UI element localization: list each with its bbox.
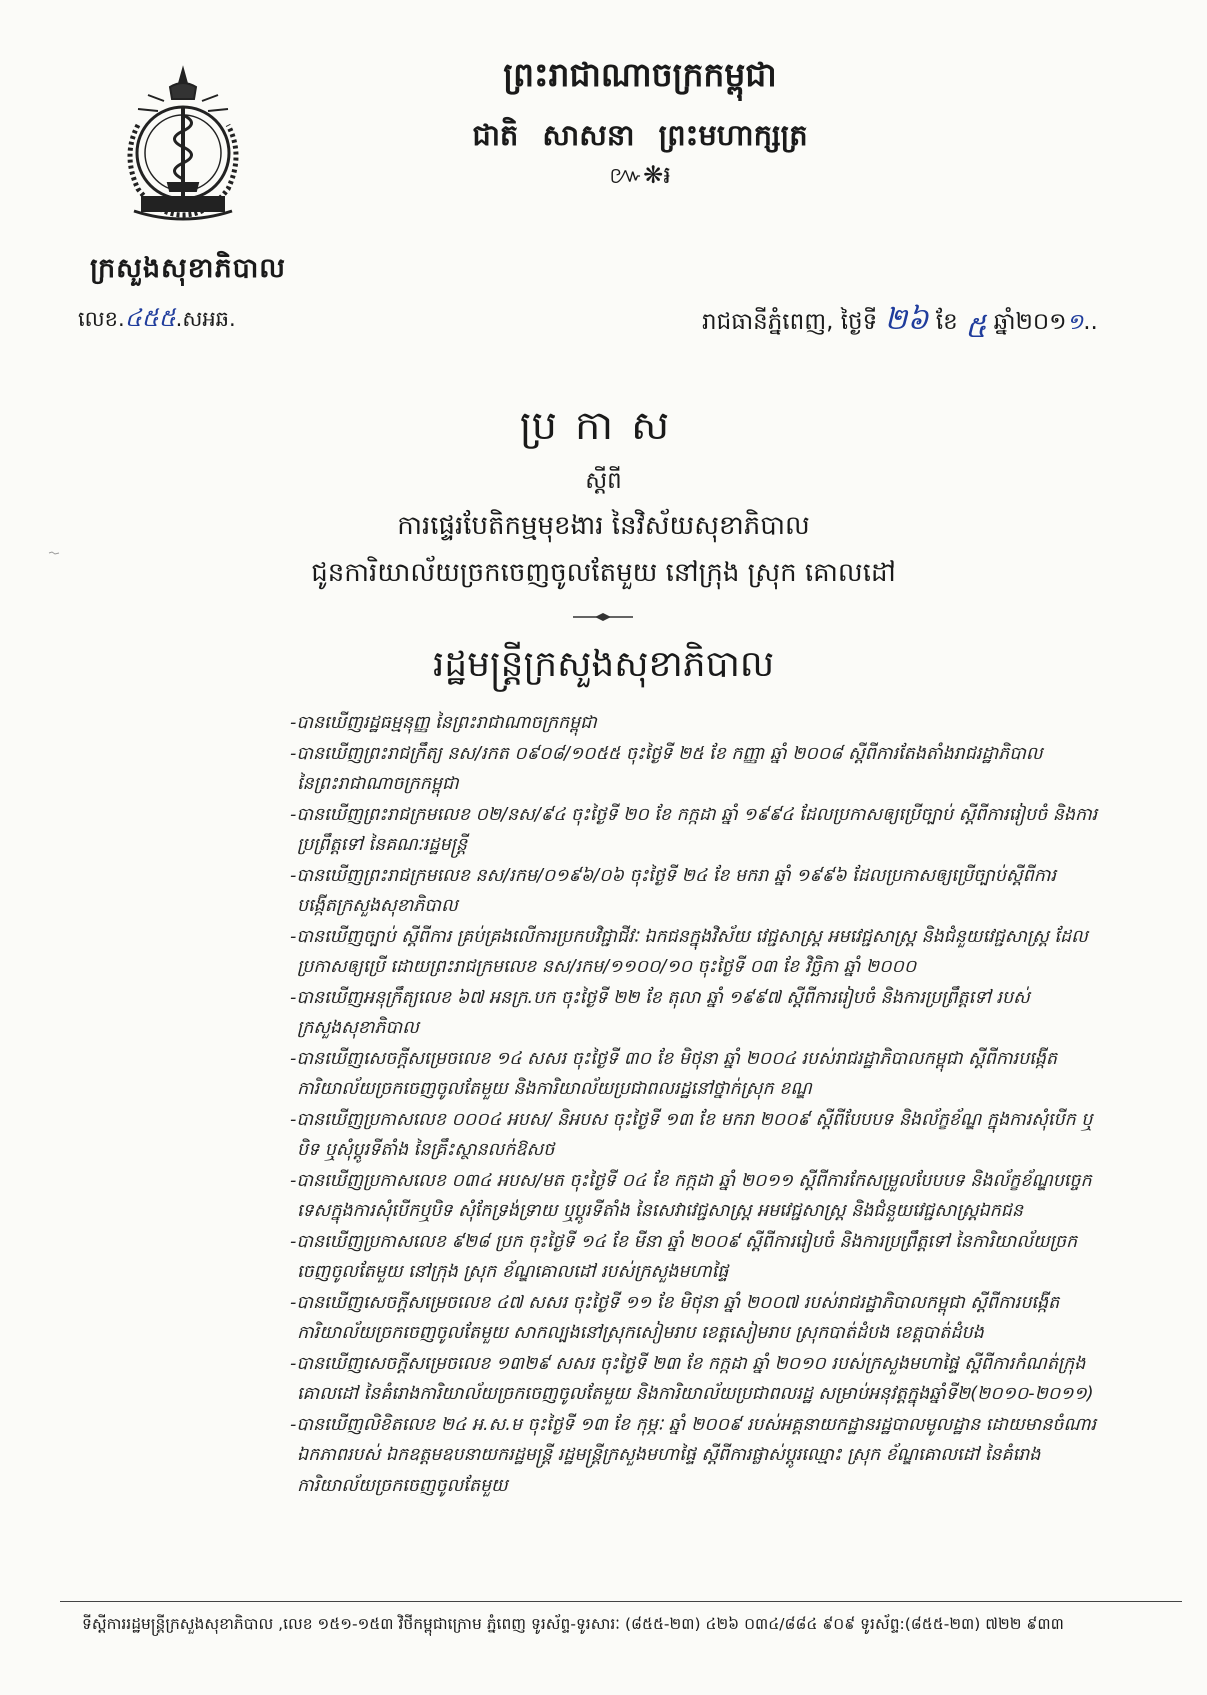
clause-item: [290, 800, 1190, 861]
clause-continuation: ប្រកាសឲ្យប្រើ ដោយព្រះរាជក្រមលេខ នស/រកម/១១០០/១០ ចុះថ្ងៃទី ០៣ ខែ វិច្ឆិកា ឆ្នាំ ២០០០: [297, 957, 917, 977]
clause-text: -បានឃើញព្រះរាជក្រមលេខ នស/រកម/០១៩៦/០៦ ចុះថ្ងៃទី ២៤ ខែ មករា ឆ្នាំ ១៩៩៦ ដែលប្រកាសឲ្យប្រើច្បាប់ស្តីពីការ: [290, 865, 1057, 886]
clause-text: -បានឃើញសេចក្តីសម្រេចលេខ ១៣២៩ សសរ ចុះថ្ងៃទី ២៣ ខែ កក្កដា ឆ្នាំ ២០១០ របស់ក្រសួងមហាផ្ទៃ ស្តីពីការកំណត់ក្រុង: [290, 1353, 1086, 1374]
clause-text: -បានឃើញរដ្ឋធម្មនុញ្ញ នៃព្រះរាជាណាចក្រកម្ពុជា: [290, 713, 597, 733]
clause-continuation: ការិយាល័យច្រកចេញចូលតែមួយ សាកល្បងនៅស្រុកសៀមរាប ខេត្តសៀមរាប ស្រុកបាត់ដំបង ខេត្តបាត់ដំបង: [297, 1323, 984, 1343]
clause-continuation: ការិយាល័យច្រកចេញចូលតែមួយ: [297, 1475, 508, 1496]
clause-item: [290, 1044, 1190, 1105]
national-motto: ជាតិ សាសនា ព្រះមហាក្សត្រ: [472, 118, 808, 152]
clause-item: [290, 1105, 1190, 1166]
document-type-title: ប្រកាស: [519, 403, 688, 449]
clause-text: -បានឃើញព្រះរាជក្រមលេខ ០២/នស/៩៤ ចុះថ្ងៃទី ២០ ខែ កក្កដា ឆ្នាំ ១៩៩៤ ដែលប្រកាសឲ្យប្រើច្បាប់ ស្តីពីការរៀបចំ និងការ: [290, 804, 1098, 825]
clause-text: -បានឃើញប្រកាសលេខ ០៣៤ អបស/មត ចុះថ្ងៃទី ០៤ ខែ កក្កដា ឆ្នាំ ២០១១ ស្តីពីការកែសម្រួលបែបបទ និងល័ក្ខខ័ណ្ឌបច្ចេក: [290, 1170, 1092, 1191]
clause-item: [290, 708, 1190, 739]
reference-prefix: លេខ: [78, 307, 118, 331]
clause-item: [290, 1166, 1190, 1227]
clause-continuation: ចេញចូលតែមួយ នៅក្រុង ស្រុក ខ័ណ្ឌគោលដៅ របស់ក្រសួងមហាផ្ទៃ: [297, 1262, 729, 1282]
scan-mark: [48, 550, 60, 556]
date-month-value: ៥: [965, 310, 987, 345]
clause-item: [290, 739, 1190, 800]
date-line: រាជធានីភ្នំពេញ, ថ្ងៃទី ២៦ ខែ ៥ ឆ្នាំ២០១១..: [702, 300, 1098, 344]
clause-text: -បានឃើញសេចក្តីសម្រេចលេខ ៤៧ សសរ ចុះថ្ងៃទី ១១ ខែ មិថុនា ឆ្នាំ ២០០៧ របស់រាជរដ្ឋាភិបាលកម្ពុជា ស្តីពីការបង្កើត: [290, 1292, 1060, 1313]
title-divider-ornament: [573, 610, 633, 624]
clause-continuation: ឯកភាពរបស់ ឯកឧត្តមឧបនាយករដ្ឋមន្ត្រី រដ្ឋមន្ត្រីក្រសួងមហាផ្ទៃ ស្តីពីការផ្លាស់ប្តូរឈ្មោះ ស្រុក ខ័ណ្ឌគោលដៅ នៃគំរោង: [297, 1445, 1041, 1465]
date-year-label: ឆ្នាំ២០១: [993, 309, 1067, 335]
clause-text: -បានឃើញអនុក្រឹត្យលេខ ៦៧ អនក្រ.បក ចុះថ្ងៃទី ២២ ខែ តុលា ឆ្នាំ ១៩៩៧ ស្តីពីការរៀបចំ និងការប្រព្រឹត្តទៅ របស់: [290, 987, 1030, 1008]
subject-line-1: ការផ្ទេរបែតិកម្មមុខងារ នៃវិស័យសុខាភិបាល: [397, 511, 810, 541]
minister-heading: រដ្ឋមន្ត្រីក្រសួងសុខាភិបាល: [432, 644, 775, 685]
clause-item: [290, 1288, 1190, 1349]
clause-continuation: បិទ ឬសុំប្តូរទីតាំង នៃគ្រឹះស្ថានលក់ឱសថ: [297, 1140, 555, 1160]
date-day-label: ថ្ងៃទី: [840, 309, 878, 335]
date-year-value: ១: [1066, 310, 1084, 335]
date-place: រាជធានីភ្នំពេញ,: [702, 309, 834, 335]
ministry-emblem-logo: [108, 65, 258, 230]
footer-divider: [60, 1601, 1182, 1602]
reference-handwritten-number: ៤៥៥: [124, 304, 176, 332]
clause-text: -បានឃើញសេចក្តីសម្រេចលេខ ១៤ សសរ ចុះថ្ងៃទី ៣០ ខែ មិថុនា ឆ្នាំ ២០០៤ របស់រាជរដ្ឋាភិបាលកម្ពុជា ស្តីពីការបង្កើត: [290, 1048, 1057, 1069]
clause-continuation: ទេសក្នុងការសុំបើកឬបិទ សុំកែទ្រង់ទ្រាយ ឬប្តូរទីតាំង នៃសេវាវេជ្ជសាស្ត្រ អមវេជ្ជសាស្ត្រ និងជំនួយវេជ្ជសាស្ត្រឯកជន: [297, 1201, 1023, 1221]
date-day-value: ២៦: [884, 302, 929, 337]
clause-text: -បានឃើញលិខិតលេខ ២៤ អ.ស.ម ចុះថ្ងៃទី ១៣ ខែ កុម្ភៈ ឆ្នាំ ២០០៩ របស់អគ្គនាយកដ្ឋានរដ្ឋបាលមូលដ្ឋាន ដោយមានចំណារ: [290, 1414, 1097, 1435]
clause-item: [290, 861, 1190, 922]
clause-item: [290, 922, 1190, 983]
clause-list: [290, 708, 1190, 1501]
kingdom-heading: ព្រះរាជាណាចក្រកម្ពុជា: [503, 55, 777, 94]
clause-item: [290, 1349, 1190, 1410]
reference-suffix: សអឆ: [182, 307, 230, 331]
header-ornament: ៚❋៛: [609, 161, 671, 189]
clause-continuation: គោលដៅ នៃគំរោងការិយាល័យច្រកចេញចូលតែមួយ និងការិយាល័យប្រជាពលរដ្ឋ សម្រាប់អនុវត្តក្នុងឆ្នាំទី២(២០១០-២០១១): [297, 1384, 1094, 1404]
footer-address: ទីស្តីការរដ្ឋមន្ត្រីក្រសួងសុខាភិបាល ,លេខ ១៥១-១៥៣ វិថីកម្ពុជាក្រោម ភ្នំពេញ ទូរស័ព្ទ-ទូរសារៈ (៨៥៥-២៣) ៤២៦ ០៣៤/៨៨៤ ៩០៩ ទូរស័ព្ទ:(៨៥៥-២៣) ៧២២ ៩៣៣: [82, 1615, 1064, 1633]
clause-continuation: ការិយាល័យច្រកចេញចូលតែមួយ និងការិយាល័យប្រជាពលរដ្ឋនៅថ្នាក់ស្រុក ខណ្ឌ: [297, 1079, 812, 1099]
clause-continuation: បង្កើតក្រសួងសុខាភិបាល: [297, 896, 458, 916]
clause-continuation: ប្រព្រឹត្តទៅ នៃគណៈរដ្ឋមន្ត្រី: [297, 835, 468, 855]
clause-text: -បានឃើញប្រកាសលេខ ៩២៨ ប្រក ចុះថ្ងៃទី ១៤ ខែ មីនា ឆ្នាំ ២០០៩ ស្តីពីការរៀបចំ និងការប្រព្រឹត្តទៅ នៃការិយាល័យច្រក: [290, 1231, 1078, 1252]
clause-continuation: ក្រសួងសុខាភិបាល: [297, 1018, 419, 1038]
ministry-name: ក្រសួងសុខាភិបាល: [90, 253, 286, 284]
reference-number: លេខ.៤៥៥.សអឆ.: [78, 304, 236, 332]
clause-item: [290, 983, 1190, 1044]
clause-continuation: នៃព្រះរាជាណាចក្រកម្ពុជា: [297, 774, 459, 794]
clause-text: -បានឃើញច្បាប់ ស្តីពីការ គ្រប់គ្រងលើការប្រកបវិជ្ជាជីវៈ ឯកជនក្នុងវិស័យ វេជ្ជសាស្ត្រ អមវេជ្ជសាស្ត្រ និងជំនួយវេជ្ជសាស្ត្រ ដែល: [290, 926, 1088, 947]
clause-item: [290, 1227, 1190, 1288]
clause-text: -បានឃើញព្រះរាជក្រឹត្យ នស/រកត ០៩០៨/១០៥៥ ចុះថ្ងៃទី ២៥ ខែ កញ្ញា ឆ្នាំ ២០០៨ ស្តីពីការតែងតាំងរាជរដ្ឋាភិបាល: [290, 743, 1043, 764]
date-month-label: ខែ: [935, 309, 958, 335]
concerning-label: ស្តីពី: [585, 468, 622, 494]
clause-item: [290, 1410, 1190, 1502]
clause-text: -បានឃើញប្រកាសលេខ ០០០៤ អបស/ និអបស ចុះថ្ងៃទី ១៣ ខែ មករា ២០០៩ ស្តីពីបែបបទ និងល័ក្ខខ័ណ្ឌ ក្នុងការសុំបើក ឬ: [290, 1109, 1093, 1130]
subject-line-2: ជូនការិយាល័យច្រកចេញចូលតែមួយ នៅក្រុង ស្រុក គោលដៅ: [311, 558, 896, 588]
